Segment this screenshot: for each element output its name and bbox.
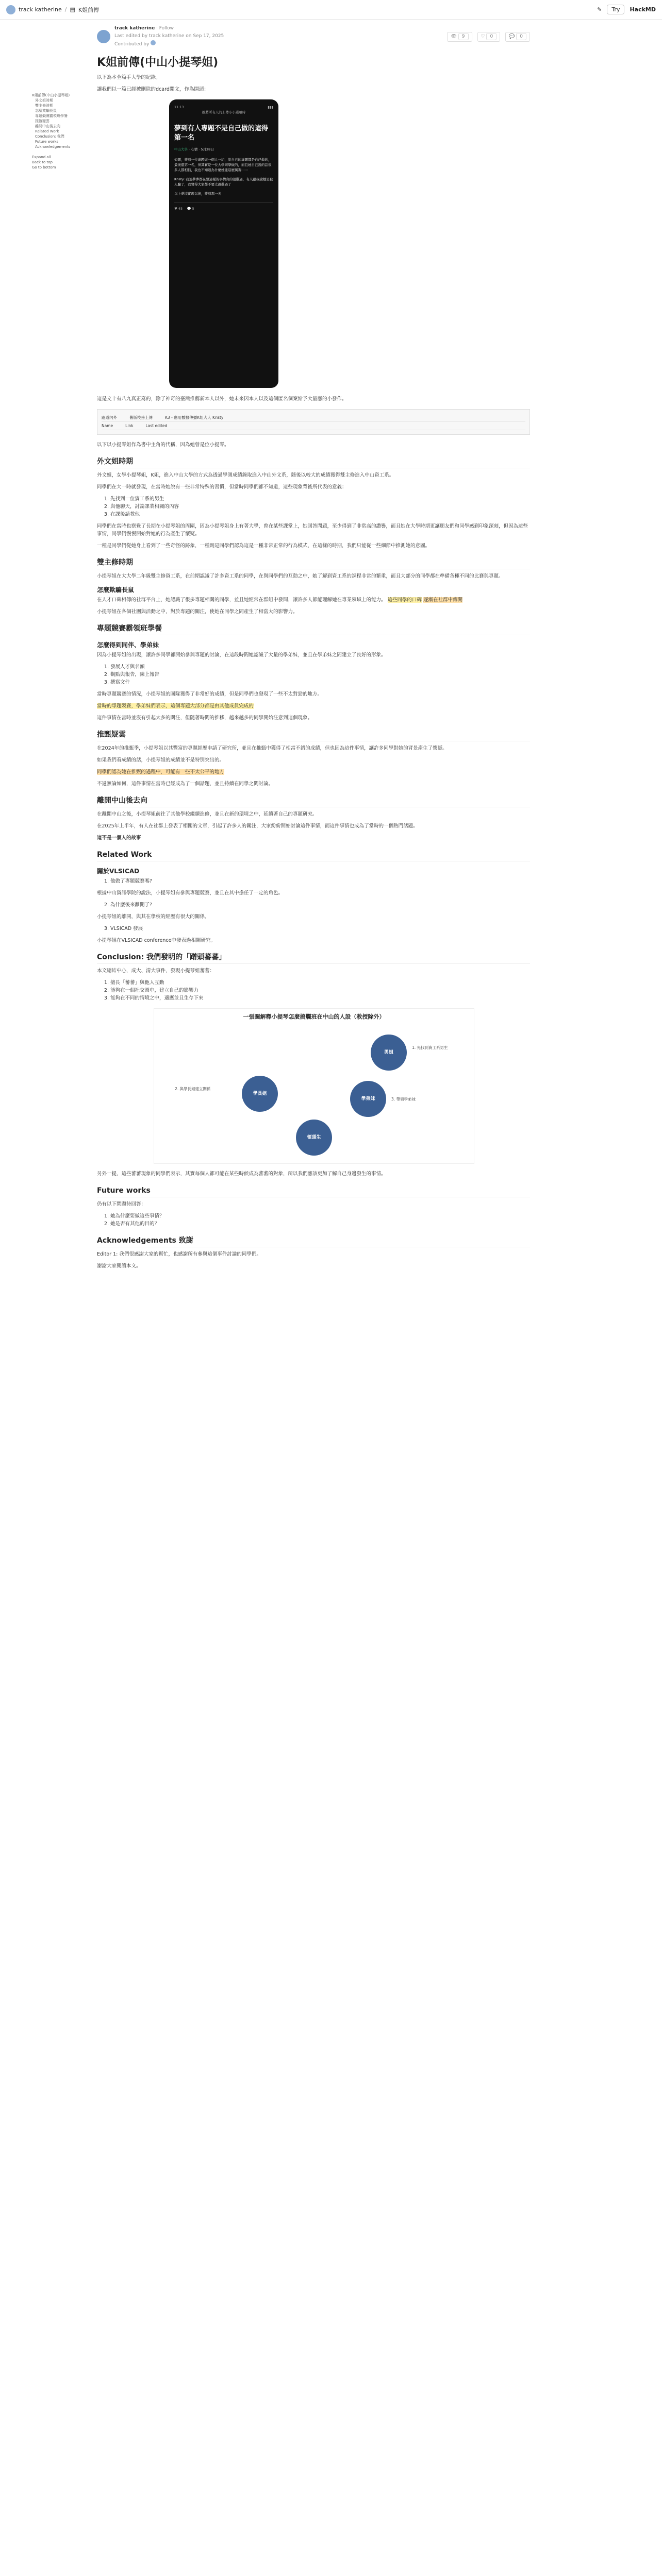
list-item: 1. 先找到一位資工系的男生 — [110, 495, 530, 503]
paragraph: Editor 1: 我們很感謝大家的幫忙，也感謝所有參與這個事件討論的同學們。 — [97, 1251, 261, 1257]
doc-icon: ▤ — [70, 6, 75, 13]
diagram-node: 領頭生 — [296, 1120, 332, 1156]
diagram-label: 3. 帶領學弟妹 — [391, 1097, 416, 1101]
diagram-node: 學弟妹 — [350, 1081, 386, 1117]
list — [97, 925, 530, 933]
paragraph: 仍有以下問題待回答： — [97, 1201, 146, 1207]
shot-tab: 跑道內外 — [102, 415, 117, 420]
list — [97, 877, 530, 885]
section-heading: Related Work — [97, 851, 530, 861]
comment-button[interactable]: 💬 0 — [505, 32, 530, 42]
contributed-by: Contributed by — [114, 42, 150, 47]
section-heading: 離開中山後去向 — [97, 797, 530, 807]
toc-item[interactable]: Acknowledgements — [35, 145, 71, 149]
dcard-screenshot: 11:13 ▮▮▮ 推薦所有人的上傳小小選項時 夢到有人專題不是自己做的這得第一名 中山大學 · 心情 · 5月28日 如題，夢到一位專題做一個人一組，說自己的專題都是自己做的，最後還第一名，但其實是一位大學同學做的，而且她自己說的話很多人都相信，我也不知道為什麼她能這麼厲害⋯⋯ Kristy: 我連夢夢都在想這樣的事情真的很難過，有人跟我說她是被人騙了，我覺得大家都不要太過難過了 以上夢境實現以後，夢到那一天 ♥ 45 💬 5 — [169, 99, 278, 388]
phone-header: 推薦所有人的上傳小小選項時 — [202, 110, 246, 114]
paragraph: 本文總結中心，成大、清大事件，發現小提琴姐蕃蕃： — [97, 968, 215, 974]
post-body: 如題，夢到一位專題做一個人一組，說自己的專題都是自己做的，最後還第一名，但其實是一位大學同學做的，而且她自己說的話很多人都相信，我也不知道為什麼她能這麼厲害⋯⋯ — [174, 158, 272, 172]
list — [97, 663, 530, 686]
subsection-heading: 怎麼得到同伴、學弟妹 — [97, 641, 159, 649]
paragraph: 外文姐，女學小提琴姐，K姐，進入中山大學的方式為透過學測成績錄取進入中山外文系，隨後以較大的成績獲得雙主修進入中山資工系。 — [97, 472, 394, 478]
toc-item[interactable]: K姐前傳(中山小提琴姐) — [32, 93, 70, 97]
phone-time: 11:13 — [174, 105, 184, 109]
list — [97, 979, 530, 1002]
heart-icon[interactable]: ♥ — [174, 207, 177, 211]
toc-item[interactable]: 怎麼欺騙長鼠 — [35, 109, 57, 113]
paragraph: 在2024年的推甄季，小提琴姐以其豐富的專題經歷申請了研究所，並且在推甄中獲得了相當不錯的成績，但也因為這件事情，讓許多同學對她的背景產生了懷疑。 — [97, 745, 448, 751]
top-bar — [0, 0, 662, 20]
paragraph: 另外一提，這些蕃蕃現象的同學們表示，其實每個人都可能在某些時候成為蕃蕃的對象，所以我們應該更加了解自己身邊發生的事情。 — [97, 1171, 386, 1177]
paragraph: 根據中山資訊學院的說法，小提琴姐有參與專題競賽，並且在其中擔任了一定的角色。 — [97, 890, 284, 896]
paragraph: 小提琴姐在各個社團與活動之中，對於專題的關注，使她在同學之間產生了相當大的影響力。 — [97, 609, 298, 615]
paragraph: 以下以小提琴姐作為書中主角的代稱，因為她曾是位小提琴。 — [97, 442, 229, 448]
diagram-node: 男姐 — [371, 1035, 407, 1071]
doc-meta: track katherine · Follow Last edited by track katherine on Sep 17, 2025 Contributed by 👁 9 ♡ 0 💬 0 — [97, 25, 530, 48]
toc-item[interactable]: 外文姐時期 — [35, 98, 53, 103]
signal-icon: ▮▮▮ — [268, 105, 273, 109]
diagram-label: 2. 與學長姐建立關係 — [175, 1087, 211, 1091]
pencil-icon[interactable]: ✎ — [597, 6, 602, 13]
avatar[interactable] — [6, 5, 15, 14]
diagram-node: 學長姐 — [242, 1076, 278, 1112]
toc-item[interactable]: 雙主修時期 — [35, 104, 53, 108]
author-name[interactable]: track katherine — [114, 26, 155, 31]
highlight: 逐漸在社群中傳開 — [423, 597, 463, 603]
toc-item[interactable]: Conclusion: 我們 — [35, 134, 64, 139]
paragraph: 這是文十有八九真正寫的，除了神奇的臺灣推薦新本人以外，她未來因本人以及這個匿名個案給予大量應的小發作。 — [97, 396, 347, 402]
post-footer: ♥ 45 💬 5 — [174, 202, 273, 211]
toc-item[interactable]: 專題競賽霸領班學餐 — [35, 114, 68, 118]
brand-logo[interactable]: HackMD — [630, 6, 656, 13]
back-to-top-link[interactable]: Back to top — [32, 160, 53, 164]
paragraph: 因為小提琴姐的出現，讓許多同學都開始參與專題的討論，在這段時間她認識了大量的學弟妹，並且在學弟妹之間建立了良好的形象。 — [97, 652, 386, 658]
list — [97, 495, 530, 518]
diagram-title: 一張圖解釋小提琴怎麼搞爛班在中山的人設（教授除外） — [243, 1013, 385, 1020]
comment-icon[interactable]: 💬 — [187, 207, 191, 211]
paragraph: 小提琴姐的離開，與其在學校的經歷有很大的關係。 — [97, 914, 210, 920]
toc-item[interactable]: Future works — [35, 140, 59, 144]
shot-tab: K3 - 應用數據傳播K姐大人 Kristy — [165, 415, 224, 420]
last-edited: Last edited by track katherine on Sep 17, 2025 — [114, 33, 224, 39]
section-heading: 外文姐時期 — [97, 458, 530, 468]
highlight: 這些同學的口碑 — [387, 597, 422, 603]
shot-col: Last edited — [145, 423, 168, 428]
list — [97, 901, 530, 909]
like-button[interactable]: ♡ 0 — [477, 32, 501, 42]
subsection-heading: 怎麼欺騙長鼠 — [97, 586, 135, 594]
highlight: 當時的專題競賽，學弟妹們表示，這個專題大部分都是由其他成員完成的 — [97, 703, 254, 709]
paragraph: 以下為本全篇手大學的紀錄。 — [97, 75, 161, 80]
list-item: 1. 發展人才與名額 — [110, 663, 530, 671]
section-heading: Future works — [97, 1187, 530, 1197]
paragraph: 在離開中山之後，小提琴姐前往了其他學校繼續進修，並且在新的環境之中，延續著自己的專題研究。 — [97, 811, 318, 817]
toc-item[interactable]: 離開中山後去向 — [35, 124, 60, 128]
contributor-avatar[interactable] — [151, 40, 156, 45]
shot-tab: 舊版校務上傳 — [129, 415, 153, 420]
section-heading: 推甄疑雲 — [97, 731, 530, 741]
shot-col: Link — [125, 423, 134, 428]
post-end: 以上夢境實現以後，夢到那一天 — [174, 192, 221, 196]
section-heading: 雙主修時期 — [97, 559, 530, 569]
paragraph: 同學們在大一時就發現，在當時她說有一些非常特殊的習慣，但當時同學們都不知道，這些現象背後所代表的意義： — [97, 484, 347, 490]
section-heading: Acknowledgements 致謝 — [97, 1237, 530, 1247]
list — [97, 1212, 530, 1228]
breadcrumb — [6, 5, 99, 14]
paragraph: 不過無論如何，這件事情在當時已經成為了一個話題，並且持續在同學之間討論。 — [97, 781, 274, 787]
shot-col: Name — [102, 423, 113, 428]
section-heading: Conclusion: 我們發明的「蹭頭蕃蕃」 — [97, 954, 530, 964]
post-title: 夢到有人專題不是自己做的這得第一名 — [174, 125, 269, 142]
paragraph: 一種是同學們從她身上看到了一些奇怪的跡象，一種則是同學們認為這是一種非常正常的行為模式，在這樣的時期，我們只能從一些細節中推測她的意圖。 — [97, 543, 431, 549]
expand-all-link[interactable]: Expand all — [32, 155, 51, 159]
paragraph: 在人才口碑相傳的社群平台上，她認識了很多專題相關的同學，並且她經常在群組中發問，讓許多人都能理解她在專業領域上的能力。 這些同學的口碑 逐漸在社群中傳開 — [97, 597, 463, 603]
paragraph: 在2025年上半年，有人在社群上發表了相關的文章，引起了許多人的關注，大家紛紛開始討論這件事情，而這件事情也成為了當時的一個熱門話題。 — [97, 823, 418, 829]
toc-item[interactable]: 推甄疑雲 — [35, 119, 49, 123]
go-to-bottom-link[interactable]: Go to bottom — [32, 165, 56, 170]
paragraph: 讓我們以一篇已經被刪除的dcard開文，作為開頭： — [97, 87, 209, 92]
list-item: 2. 為什麼後來離開了? — [110, 901, 530, 909]
table-of-contents — [32, 93, 84, 170]
try-button[interactable]: Try — [607, 5, 624, 14]
list-item: 2. 她是否有其他的目的？ — [110, 1220, 530, 1228]
toc-item[interactable]: Related Work — [35, 129, 59, 133]
paragraph: 當時專題競賽的情況，小提琴姐的團隊獲得了非常好的成績，但是同學們也發現了一些不太對勁的地方。 — [97, 691, 323, 697]
paragraph: 小提琴姐在大大學二年級雙主修資工系，在前期認識了許多資工系的同學，在與同學們的互動之中，她了解到資工系的課程非常的繁重，而且大部分的同學都在準備各種不同的比賽與專題。 — [97, 573, 504, 579]
relationship-diagram — [154, 1008, 474, 1164]
post-date: 5月28日 — [201, 147, 214, 151]
diagram-label: 1. 先找到資工系男生 — [412, 1045, 448, 1050]
post-board: 中山大學 — [174, 147, 188, 151]
breadcrumb-separator: / — [64, 6, 67, 13]
list-item: 2. 能夠在一個社交圈中，建立自己的影響力 — [110, 987, 530, 994]
paragraph: 如果我們看成績的話，小提琴姐的成績並不是特別突出的。 — [97, 757, 225, 763]
paragraph: 這件事情在當時並沒有引起太多的關注，但隨著時間的推移，越來越多的同學開始注意到這個現象。 — [97, 715, 313, 721]
list-item: 1. 他做了專題競賽嗎? — [110, 877, 530, 885]
section-heading: 專題競賽霸領班學餐 — [97, 625, 530, 635]
paragraph: 小提琴姐在VLSICAD conference中發表過相關研究。 — [97, 938, 216, 943]
post-note: Kristy: 我連夢夢都在想這樣的事情真的很難過，有人跟我說她是被人騙了，我覺得大家都不要太過難過了 — [174, 177, 273, 187]
paragraph: 這不是一個人的故事 — [97, 835, 141, 841]
post-tag: 心情 — [191, 147, 198, 151]
document-body — [97, 25, 530, 1290]
views-count: 👁 9 — [447, 32, 472, 42]
list-item: 1. 擅長「蕃蕃」與他人互動 — [110, 979, 530, 987]
list-item: 2. 與他聊天，討論課業相關的內容 — [110, 503, 530, 511]
list-item: 3. 在課後請教他 — [110, 511, 530, 518]
doc-name[interactable]: K姐前傳 — [78, 6, 100, 13]
paragraph: 謝謝大家閱讀本文。 — [97, 1263, 141, 1269]
paragraph — [97, 768, 530, 776]
highlight: 同學們認為她在推甄的過程中，可能有一些不太公平的地方 — [97, 769, 225, 775]
follow-link[interactable]: Follow — [159, 26, 174, 31]
page-title: K姐前傳(中山小提琴姐) — [97, 56, 219, 69]
list-item: 1. 她為什麼要做這些事情？ — [110, 1212, 530, 1220]
paragraph: 同學們在當時也察覺了長期在小提琴姐的周圍，因為小提琴姐身上有著大學，曾在某些課堂上，她回答問題，至少得到了非常高的讚譽，而且她在大學時期更讓朋友們和同學感到印象深刻，但因為這些事情，同學們慢慢開始對她的行為產生了懷疑。 — [97, 523, 528, 537]
list-item: 3. VLSICAD 發展 — [110, 925, 530, 933]
author-avatar[interactable] — [97, 30, 110, 43]
list-item: 2. 觀點與報告，陳上報告 — [110, 671, 530, 679]
drive-screenshot — [97, 409, 530, 435]
paragraph — [97, 702, 530, 710]
list-item: 3. 撰寫文件 — [110, 679, 530, 686]
list-item: 3. 能夠在不同的情境之中，適應並且生存下來 — [110, 994, 530, 1002]
author-link[interactable]: track katherine — [19, 6, 62, 13]
subsection-heading: 關於VLSICAD — [97, 868, 140, 875]
